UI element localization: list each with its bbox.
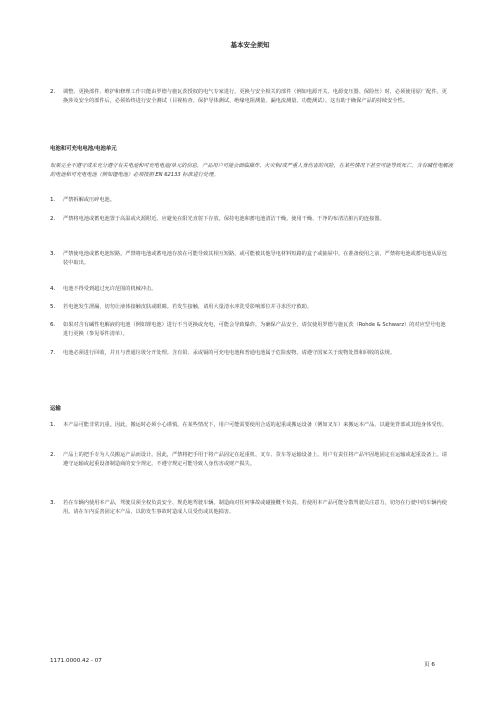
battery-item-1	[50, 196, 450, 205]
item-number: 2.	[50, 216, 56, 222]
page-number: 页 6	[424, 662, 435, 668]
battery-item-6	[50, 321, 450, 339]
battery-item-5	[50, 303, 450, 312]
item-number: 3.	[50, 500, 56, 506]
item-text: 如果对含有碱性电解液的电池（例如锂电池）进行不当更换或充电，可能会导致爆炸。为确保产品安全，请仅使用罗德与施瓦茨（Rohde & Schwarz）的对应型号电池进行更换（参见零件清单）。	[63, 322, 446, 338]
item-number: 6.	[50, 322, 56, 328]
item-number: 1.	[50, 422, 56, 428]
item-text: 严禁使电池或蓄电池短路。严禁将电池或蓄电池存放在可能导致其相互短路，或可能被其他导电材料短路的盒子或抽屉中。在准备使用之前，严禁将电池或蓄电池从原包装中取出。	[63, 251, 447, 267]
transport-item-2	[50, 451, 450, 469]
item-number: 7.	[50, 350, 56, 356]
battery-item-7	[50, 349, 450, 358]
item-number: 4.	[50, 286, 56, 292]
item-text: 严禁将电池或蓄电池置于高温或火源附近。应避免在阳光直射下存放。保持电池和蓄电池清洁干燥。使用干燥、干净的布清洁脏污的连接器。	[63, 216, 385, 222]
item-text: 电池必须进行回收，并且与普通垃圾分开处理。含有铅、汞或镉的可充电电池和普通电池属于危险废物。请遵守国家关于废物处置和回收的法规。	[63, 350, 396, 356]
item-text: 若电池发生泄漏，切勿让液体接触皮肤或眼睛。若发生接触，请用大量清水冲洗受影响部位并寻求医疗救助。	[63, 304, 313, 310]
transport-item-1	[50, 421, 450, 430]
transport-heading: 运输	[50, 406, 61, 412]
battery-heading: 电池和可充电电池/电池单元	[50, 146, 117, 152]
battery-item-4	[50, 285, 450, 294]
item-text: 调整、更换部件、维护和修理工作只能由罗德与施瓦茨授权的电气专家进行。更换与安全相关的部件（例如电源开关、电源变压器、保险丝）时，必须使用原厂配件。更换涉及安全的部件后，必须始终进行安全测试（目视检查、保护导体测试、绝缘电阻测量、漏电流测量、功能测试）。这有助于确保产品的持续安全性。	[63, 89, 447, 105]
battery-item-3	[50, 250, 450, 268]
intro-item-2	[50, 88, 450, 106]
item-number: 2.	[50, 89, 56, 95]
item-text: 若在车辆内使用本产品，驾驶员须全权负责安全、规范地驾驶车辆。制造商对任何事故或碰撞概不负责。若使用本产品可能分散驾驶员注意力，切勿在行驶中的车辆内使用。请在车内妥善固定本产品，以防发生事故时造成人员受伤或其他损害。	[63, 500, 447, 516]
item-text: 本产品可能非常沉重。因此，搬运时必须小心谨慎。在某些情况下，用户可能需要使用合适的起重或搬运设备（例如叉车）来搬运本产品，以避免背部或其他身体受伤。	[63, 422, 447, 428]
item-text: 产品上的把手专为人员搬运产品而设计。因此，严禁将把手用于将产品固定在起重机、叉车、货车等运输设备上。用户有责任将产品牢固地固定在运输或起重设备上。请遵守运输或起重设备制造商的安全规定。不遵守规定可能导致人身伤害或财产损失。	[63, 452, 447, 468]
item-number: 5.	[50, 304, 56, 310]
item-number: 1.	[50, 197, 56, 203]
item-text: 电池不得受到超过允许范围的机械冲击。	[63, 286, 157, 292]
transport-item-3	[50, 499, 450, 517]
battery-item-2	[50, 215, 450, 224]
item-number: 2.	[50, 452, 56, 458]
document-number: 1171.0000.42 - 07	[50, 658, 102, 664]
battery-warning: 如果完全不遵守或未充分遵守有关电池和可充电电池/单元的信息，产品用户可能会面临爆炸、火灾和/或严重人身伤害的风险，在某些情况下甚至可能导致死亡。含有碱性电解液的电池和可充电电池（例如锂电池）必须按照 EN 62133 标准进行处理。	[50, 163, 453, 179]
item-number: 3.	[50, 251, 56, 257]
page-title: 基本安全须知	[230, 41, 270, 49]
item-text: 严禁拆解或压碎电池。	[63, 197, 115, 203]
